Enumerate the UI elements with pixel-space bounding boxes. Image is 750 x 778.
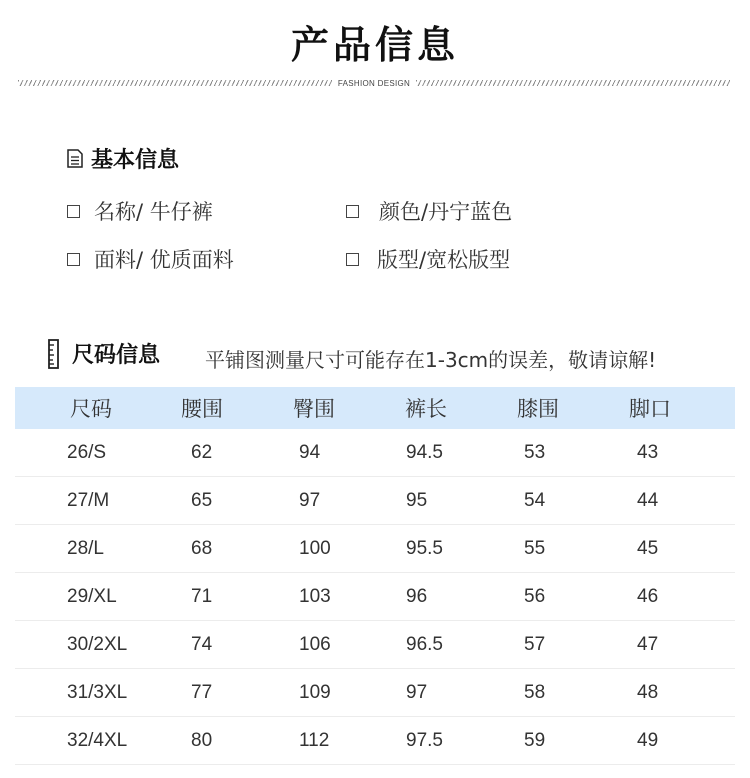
column-header: 尺码 bbox=[70, 397, 112, 421]
divider-hatch-left bbox=[18, 80, 332, 86]
table-cell: 59 bbox=[524, 729, 546, 751]
table-row bbox=[15, 477, 735, 525]
table-cell: 80 bbox=[191, 729, 213, 751]
size-info-heading bbox=[48, 338, 160, 369]
info-item-label: 名称/ 牛仔裤 bbox=[94, 200, 213, 224]
size-info-title: 尺码信息 bbox=[72, 343, 161, 368]
size-table bbox=[15, 387, 735, 765]
table-header-row bbox=[15, 387, 735, 429]
table-cell: 55 bbox=[524, 537, 546, 559]
table-cell: 109 bbox=[299, 681, 331, 703]
table-cell: 68 bbox=[191, 537, 213, 559]
info-item-label: 颜色/丹宁蓝色 bbox=[379, 200, 513, 224]
table-cell: 30/2XL bbox=[67, 633, 128, 655]
divider-label: FASHION DESIGN bbox=[337, 78, 411, 88]
table-row bbox=[15, 525, 735, 573]
table-cell: 96.5 bbox=[406, 633, 443, 655]
table-cell: 65 bbox=[191, 489, 213, 511]
table-cell: 32/4XL bbox=[67, 729, 128, 751]
table-row bbox=[15, 669, 735, 717]
table-cell: 94.5 bbox=[406, 441, 443, 463]
table-cell: 46 bbox=[637, 585, 659, 607]
table-body bbox=[15, 429, 735, 765]
table-cell: 96 bbox=[406, 585, 428, 607]
column-header: 臀围 bbox=[293, 397, 335, 421]
table-row bbox=[15, 573, 735, 621]
title-divider bbox=[18, 76, 730, 90]
table-cell: 26/S bbox=[67, 441, 107, 463]
info-item-name bbox=[67, 196, 213, 226]
table-cell: 97.5 bbox=[406, 729, 443, 751]
table-cell: 45 bbox=[637, 537, 659, 559]
size-note: 平铺图测量尺寸可能存在1-3cm的误差，敬请谅解! bbox=[205, 348, 657, 372]
table-cell: 58 bbox=[524, 681, 546, 703]
table-cell: 48 bbox=[637, 681, 659, 703]
table-cell: 44 bbox=[637, 489, 659, 511]
table-cell: 71 bbox=[191, 585, 213, 607]
table-cell: 54 bbox=[524, 489, 546, 511]
checkbox-icon bbox=[67, 205, 80, 218]
checkbox-icon bbox=[346, 205, 359, 218]
table-cell: 57 bbox=[524, 633, 546, 655]
table-cell: 28/L bbox=[67, 537, 104, 559]
basic-info-heading bbox=[67, 143, 179, 174]
table-cell: 112 bbox=[299, 729, 330, 751]
checkbox-icon bbox=[67, 253, 80, 266]
table-cell: 95 bbox=[406, 489, 428, 511]
table-row bbox=[15, 621, 735, 669]
basic-info-title: 基本信息 bbox=[91, 148, 180, 173]
document-icon bbox=[67, 149, 83, 168]
table-cell: 49 bbox=[637, 729, 659, 751]
column-header: 腰围 bbox=[181, 397, 223, 421]
table-cell: 103 bbox=[299, 585, 331, 607]
table-cell: 27/M bbox=[67, 489, 110, 511]
page-title: 产品信息 bbox=[290, 23, 459, 67]
table-cell: 100 bbox=[299, 537, 331, 559]
table-cell: 77 bbox=[191, 681, 213, 703]
column-header: 裤长 bbox=[405, 397, 447, 421]
ruler-icon bbox=[48, 339, 60, 369]
info-item-label: 面料/ 优质面料 bbox=[94, 248, 234, 272]
column-header: 膝围 bbox=[517, 397, 559, 421]
info-item-color bbox=[346, 196, 512, 226]
table-cell: 47 bbox=[637, 633, 659, 655]
table-cell: 94 bbox=[299, 441, 321, 463]
table-cell: 56 bbox=[524, 585, 546, 607]
divider-hatch-right bbox=[416, 80, 730, 86]
table-cell: 29/XL bbox=[67, 585, 117, 607]
checkbox-icon bbox=[346, 253, 359, 266]
table-cell: 74 bbox=[191, 633, 213, 655]
table-cell: 97 bbox=[299, 489, 321, 511]
table-cell: 43 bbox=[637, 441, 659, 463]
table-cell: 97 bbox=[406, 681, 428, 703]
info-item-fabric bbox=[67, 244, 234, 274]
table-row bbox=[15, 429, 735, 477]
table-cell: 95.5 bbox=[406, 537, 443, 559]
table-row bbox=[15, 717, 735, 765]
info-item-fit bbox=[346, 244, 510, 274]
column-header: 脚口 bbox=[629, 397, 671, 421]
info-item-label: 版型/宽松版型 bbox=[377, 248, 511, 272]
table-cell: 62 bbox=[191, 441, 213, 463]
table-cell: 106 bbox=[299, 633, 331, 655]
table-cell: 31/3XL bbox=[67, 681, 128, 703]
table-cell: 53 bbox=[524, 441, 546, 463]
